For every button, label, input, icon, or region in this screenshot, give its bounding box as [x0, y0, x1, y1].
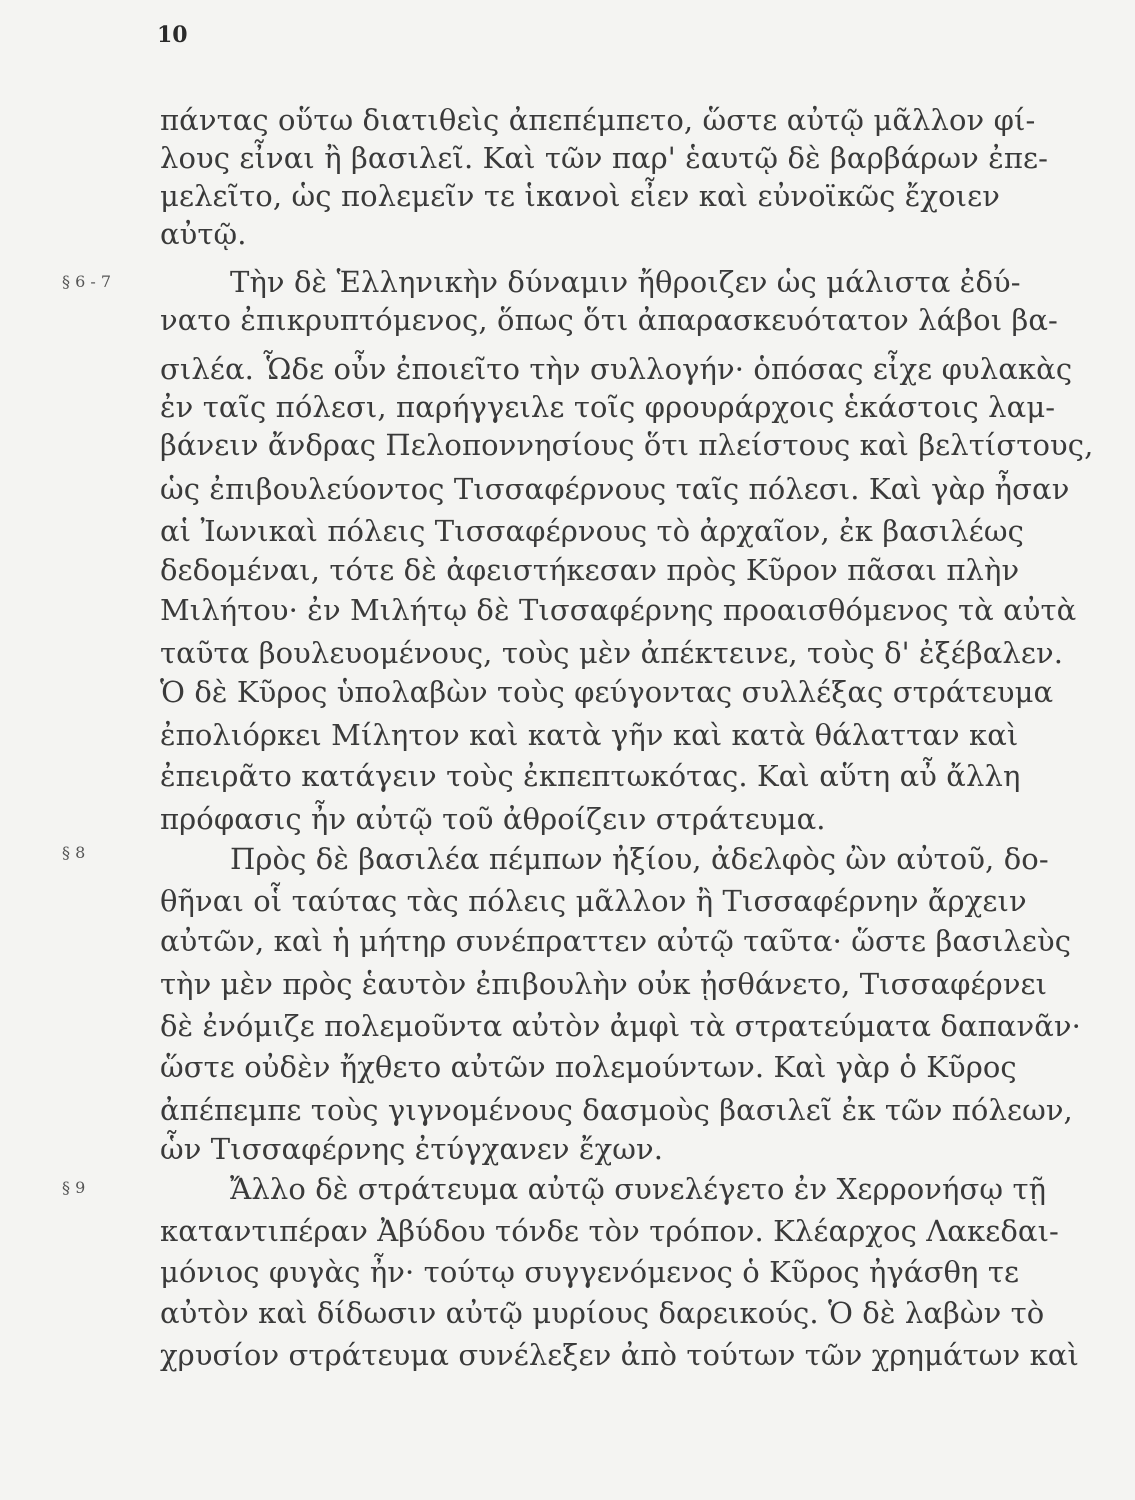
text-line: ὥστε οὐδὲν ἤχθετο αὐτῶν πολεμούντων. Καὶ γὰρ ὁ Κῦρος: [160, 1050, 1017, 1084]
text-line: ἐπολιόρκει Μίλητον καὶ κατὰ γῆν καὶ κατὰ θάλατταν καὶ: [160, 718, 1019, 752]
text-line: δὲ ἐνόμιζε πολεμοῦντα αὐτὸν ἀμφὶ τὰ στρατεύματα δαπανᾶν·: [160, 1009, 1081, 1043]
text-line: Ἄλλο δὲ στράτευμα αὐτῷ συνελέγετο ἐν Χερρονήσῳ τῇ: [230, 1172, 1047, 1206]
text-line: ταῦτα βουλευομένους, τοὺς μὲν ἀπέκτεινε, τοὺς δ' ἐξέβαλεν.: [160, 636, 1064, 670]
section-marker-6-7: § 6 - 7: [62, 272, 112, 291]
text-line: αἱ Ἰωνικαὶ πόλεις Τισσαφέρνους τὸ ἀρχαῖον, ἐκ βασιλέως: [160, 514, 1024, 548]
text-line: ἐν ταῖς πόλεσι, παρήγγειλε τοῖς φρουράρχοις ἑκάστοις λαμ-: [160, 390, 1056, 424]
text-line: δεδομέναι, τότε δὲ ἀφειστήκεσαν πρὸς Κῦρον πᾶσαι πλὴν: [160, 553, 1020, 587]
text-line: ἀπέπεμπε τοὺς γιγνομένους δασμοὺς βασιλεῖ ἐκ τῶν πόλεων,: [160, 1093, 1073, 1127]
text-line: θῆναι οἷ ταύτας τὰς πόλεις μᾶλλον ἢ Τισσαφέρνην ἄρχειν: [160, 884, 1027, 918]
text-line: Τὴν δὲ Ἑλληνικὴν δύναμιν ἤθροιζεν ὡς μάλιστα ἐδύ-: [230, 265, 1021, 299]
text-line: Μιλήτου· ἐν Μιλήτῳ δὲ Τισσαφέρνης προαισθόμενος τὰ αὐτὰ: [160, 593, 1077, 627]
text-line: πρόφασις ἦν αὐτῷ τοῦ ἀθροίζειν στράτευμα.: [160, 802, 826, 836]
text-line: ὡς ἐπιβουλεύοντος Τισσαφέρνους ταῖς πόλεσι. Καὶ γὰρ ἦσαν: [160, 472, 1070, 506]
text-line: βάνειν ἄνδρας Πελοποννησίους ὅτι πλείστους καὶ βελτίστους,: [160, 428, 1094, 462]
text-line: σιλέα. Ὧδε οὖν ἐποιεῖτο τὴν συλλογήν· ὁπόσας εἶχε φυλακὰς: [160, 352, 1073, 386]
text-line: λους εἶναι ἢ βασιλεῖ. Καὶ τῶν παρ' ἑαυτῷ δὲ βαρβάρων ἐπε-: [160, 141, 1049, 175]
text-line: αὐτὸν καὶ δίδωσιν αὐτῷ μυρίους δαρεικούς. Ὁ δὲ λαβὼν τὸ: [160, 1296, 1045, 1330]
section-marker-9: § 9: [62, 1178, 86, 1197]
text-line: νατο ἐπικρυπτόμενος, ὅπως ὅτι ἀπαρασκευότατον λάβοι βα-: [160, 303, 1058, 337]
text-line: πάντας οὕτω διατιθεὶς ἀπεπέμπετο, ὥστε αὐτῷ μᾶλλον φί-: [160, 103, 1036, 137]
text-line: αὐτῶν, καὶ ἡ μήτηρ συνέπραττεν αὐτῷ ταῦτα· ὥστε βασιλεὺς: [160, 924, 1072, 958]
text-line: τὴν μὲν πρὸς ἑαυτὸν ἐπιβουλὴν οὐκ ᾐσθάνετο, Τισσαφέρνει: [160, 967, 1048, 1001]
text-line: μελεῖτο, ὡς πολεμεῖν τε ἱκανοὶ εἶεν καὶ εὐνοϊκῶς ἔχοιεν: [160, 179, 1000, 213]
section-marker-8: § 8: [62, 843, 86, 862]
text-line: καταντιπέραν Ἀβύδου τόνδε τὸν τρόπον. Κλέαρχος Λακεδαι-: [160, 1214, 1059, 1248]
page-number: 10: [157, 22, 188, 48]
text-line: Πρὸς δὲ βασιλέα πέμπων ἠξίου, ἀδελφὸς ὢν αὐτοῦ, δο-: [230, 842, 1049, 876]
text-line: ἐπειρᾶτο κατάγειν τοὺς ἐκπεπτωκότας. Καὶ αὕτη αὖ ἄλλη: [160, 759, 1021, 793]
text-line: μόνιος φυγὰς ἦν· τούτῳ συγγενόμενος ὁ Κῦρος ἠγάσθη τε: [160, 1255, 1020, 1289]
text-line: αὐτῷ.: [160, 217, 247, 251]
text-line: ὧν Τισσαφέρνης ἐτύγχανεν ἔχων.: [160, 1132, 664, 1166]
text-line: χρυσίον στράτευμα συνέλεξεν ἀπὸ τούτων τῶν χρημάτων καὶ: [160, 1338, 1079, 1372]
text-line: Ὁ δὲ Κῦρος ὑπολαβὼν τοὺς φεύγοντας συλλέξας στράτευμα: [160, 675, 1054, 709]
